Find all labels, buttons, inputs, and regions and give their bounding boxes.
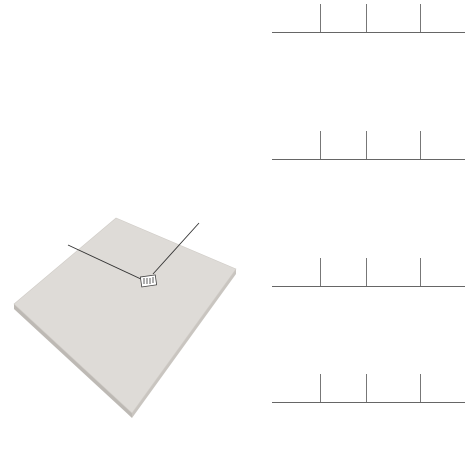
table-header-row: [272, 374, 465, 403]
dimensions-tables: [272, 0, 470, 470]
header-posizione-b: [420, 4, 465, 33]
header-posizione-a: [366, 131, 420, 160]
header-lato-corto: [272, 131, 320, 160]
dimensions-table: [272, 4, 465, 33]
header-lato-lungo: [320, 374, 366, 403]
header-posizione-b: [420, 131, 465, 160]
header-posizione-a: [366, 258, 420, 287]
specs-list: [18, 71, 33, 162]
header-posizione-b: [420, 258, 465, 287]
header-lato-corto: [272, 258, 320, 287]
header-posizione-b: [420, 374, 465, 403]
header-lato-corto: [272, 374, 320, 403]
table-header-row: [272, 4, 465, 33]
shower-tray: [14, 218, 236, 413]
spec-item: [18, 89, 33, 104]
dimensions-table: [272, 131, 465, 160]
header-lato-lungo: [320, 258, 366, 287]
table-header-row: [272, 131, 465, 160]
header-lato-corto: [272, 4, 320, 33]
header-posizione-a: [366, 374, 420, 403]
drain-grate-icon: [140, 275, 156, 287]
dimensions-table: [272, 374, 465, 403]
shower-tray-diagram: [0, 196, 272, 426]
header-lato-lungo: [320, 4, 366, 33]
spec-item: [18, 147, 33, 162]
header-posizione-a: [366, 4, 420, 33]
dimensions-table: [272, 258, 465, 287]
spec-item: [18, 71, 33, 89]
header-lato-lungo: [320, 131, 366, 160]
spec-item: [18, 132, 33, 147]
spec-item: [18, 118, 33, 133]
table-header-row: [272, 258, 465, 287]
spec-item: [18, 103, 33, 118]
